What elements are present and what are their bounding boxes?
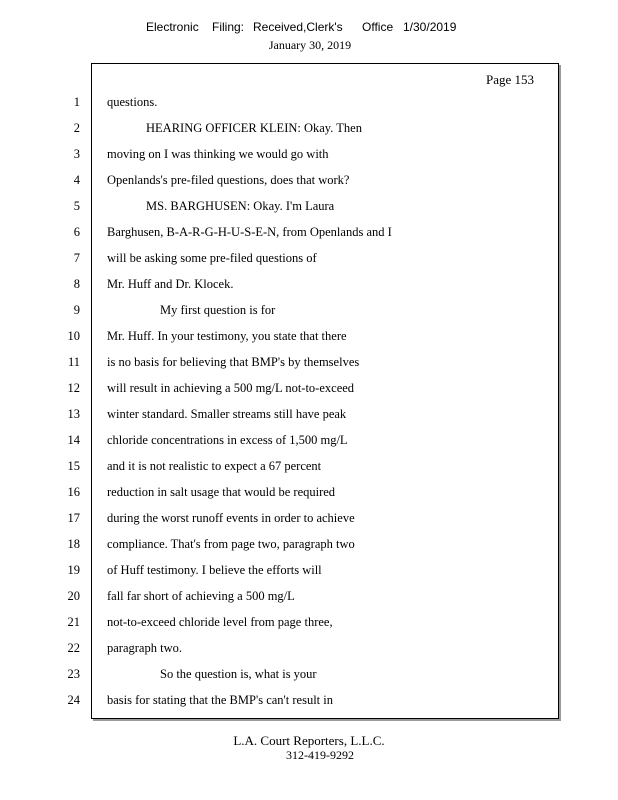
line-text: Mr. Huff and Dr. Klocek.	[107, 277, 234, 291]
filing-date: January 30, 2019	[268, 38, 352, 52]
line-text: paragraph two.	[107, 641, 182, 655]
line-text: moving on I was thinking we would go with	[107, 147, 329, 161]
line-text: will result in achieving a 500 mg/L not-to-exceed	[107, 381, 355, 395]
line-text: not-to-exceed chloride level from page three,	[107, 615, 333, 629]
line-number: 19	[67, 563, 80, 577]
line-text: basis for stating that the BMP's can't result in	[107, 693, 334, 707]
line-number: 7	[73, 251, 80, 265]
line-text: Openlands's pre-filed questions, does that work?	[107, 173, 350, 187]
line-text: chloride concentrations in excess of 1,500 mg/L	[107, 433, 348, 447]
line-number: 2	[73, 121, 80, 135]
line-number: 24	[67, 693, 80, 707]
line-text: reduction in salt usage that would be required	[107, 485, 336, 499]
line-number: 13	[67, 407, 80, 421]
line-number: 16	[67, 485, 80, 499]
line-text: fall far short of achieving a 500 mg/L	[107, 589, 295, 603]
line-text: compliance. That's from page two, paragraph two	[107, 537, 355, 551]
footer-phone: 312-419-9292	[286, 748, 354, 762]
line-number: 8	[73, 277, 80, 291]
page-number: Page 153	[485, 72, 534, 87]
line-number: 9	[73, 303, 80, 317]
line-number: 11	[67, 355, 80, 369]
line-number: 15	[67, 459, 80, 473]
line-text: Mr. Huff. In your testimony, you state that there	[107, 329, 347, 343]
line-text: will be asking some pre-filed questions of	[107, 251, 317, 265]
line-number: 4	[73, 173, 80, 187]
filing-stamp-date: 1/30/2019	[403, 20, 457, 34]
line-text: during the worst runoff events in order to achieve	[107, 511, 355, 525]
line-text: is no basis for believing that BMP's by themselves	[107, 355, 360, 369]
line-text: and it is not realistic to expect a 67 percent	[107, 459, 322, 473]
line-text: winter standard. Smaller streams still have peak	[107, 407, 347, 421]
line-text: questions.	[107, 95, 158, 109]
line-number: 21	[67, 615, 80, 629]
line-number: 6	[73, 225, 80, 239]
line-number: 10	[67, 329, 80, 343]
line-number: 14	[67, 433, 80, 447]
line-number: 1	[73, 95, 80, 109]
line-text: My first question is for	[160, 303, 276, 317]
line-number: 5	[73, 199, 80, 213]
line-number: 23	[67, 667, 80, 681]
filing-stamp-office: Office	[362, 20, 394, 34]
line-number: 18	[67, 537, 80, 551]
line-number: 3	[73, 147, 80, 161]
filing-stamp-electronic: Electronic	[146, 20, 199, 34]
line-text: of Huff testimony. I believe the efforts will	[107, 563, 322, 577]
line-number: 22	[67, 641, 80, 655]
line-number: 17	[67, 511, 80, 525]
line-text: Barghusen, B-A-R-G-H-U-S-E-N, from Openlands and I	[107, 225, 392, 239]
line-number: 12	[67, 381, 80, 395]
filing-stamp-filing: Filing:	[212, 20, 245, 34]
filing-stamp-received: Received,Clerk's	[253, 20, 343, 34]
line-number: 20	[67, 589, 80, 603]
line-text: HEARING OFFICER KLEIN: Okay. Then	[146, 121, 362, 135]
line-text: So the question is, what is your	[160, 667, 317, 681]
line-text: MS. BARGHUSEN: Okay. I'm Laura	[146, 199, 335, 213]
footer-company: L.A. Court Reporters, L.L.C.	[233, 733, 385, 748]
